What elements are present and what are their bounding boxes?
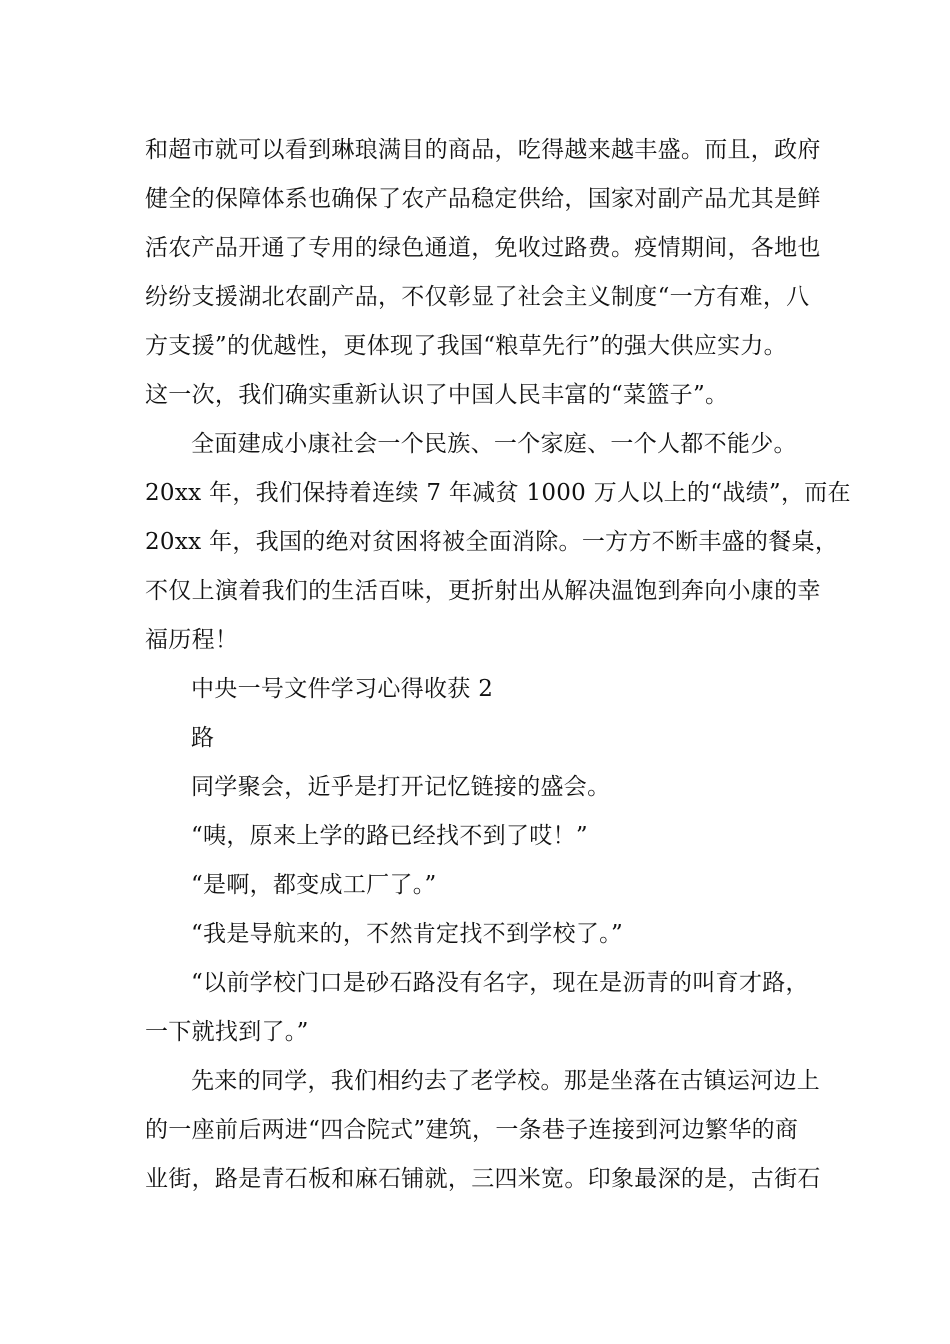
paragraph-start-line: 全面建成小康社会一个民族、一个家庭、一个人都不能少。 — [191, 431, 797, 457]
text-line: 的一座前后两进“四合院式”建筑，一条巷子连接到河边繁华的商 — [145, 1117, 799, 1143]
paragraph-start-line: 同学聚会，近乎是打开记忆链接的盛会。 — [191, 774, 611, 800]
text-line: 方支援”的优越性，更体现了我国“粮草先行”的强大供应实力。 — [145, 333, 787, 359]
text-line: 业街，路是青石板和麻石铺就，三四米宽。印象最深的是，古街石 — [145, 1166, 821, 1192]
section-heading: 中央一号文件学习心得收获 2 — [191, 676, 494, 702]
document-body — [145, 126, 851, 1204]
dialogue-line: “咦，原来上学的路已经找不到了哎！” — [191, 823, 588, 849]
paragraph-start-line: 先来的同学，我们相约去了老学校。那是坐落在古镇运河边上 — [191, 1068, 821, 1094]
text-line: 20xx 年，我国的绝对贫困将被全面消除。一方方不断丰盛的餐桌， — [145, 529, 839, 555]
text-line: 这一次，我们确实重新认识了中国人民丰富的“菜篮子”。 — [145, 382, 729, 408]
text-line: 健全的保障体系也确保了农产品稳定供给，国家对副产品尤其是鲜 — [145, 186, 821, 212]
text-line: 和超市就可以看到琳琅满目的商品，吃得越来越丰盛。而且，政府 — [145, 137, 821, 163]
article-title: 路 — [191, 725, 215, 751]
text-line: 福历程！ — [145, 627, 239, 653]
dialogue-line: “是啊，都变成工厂了。” — [191, 872, 437, 898]
text-line: 一下就找到了。” — [145, 1019, 309, 1045]
text-line: 20xx 年，我们保持着连续 7 年减贫 1000 万人以上的“战绩”，而在 — [145, 480, 851, 506]
dialogue-line: “我是导航来的，不然肯定找不到学校了。” — [191, 921, 624, 947]
dialogue-line: “以前学校门口是砂石路没有名字，现在是沥青的叫育才路， — [191, 970, 809, 996]
text-line: 不仅上演着我们的生活百味，更折射出从解决温饱到奔向小康的幸 — [145, 578, 821, 604]
text-line: 纷纷支援湖北农副产品，不仅彰显了社会主义制度“一方有难，八 — [145, 284, 810, 310]
text-line: 活农产品开通了专用的绿色通道，免收过路费。疫情期间，各地也 — [145, 235, 821, 261]
